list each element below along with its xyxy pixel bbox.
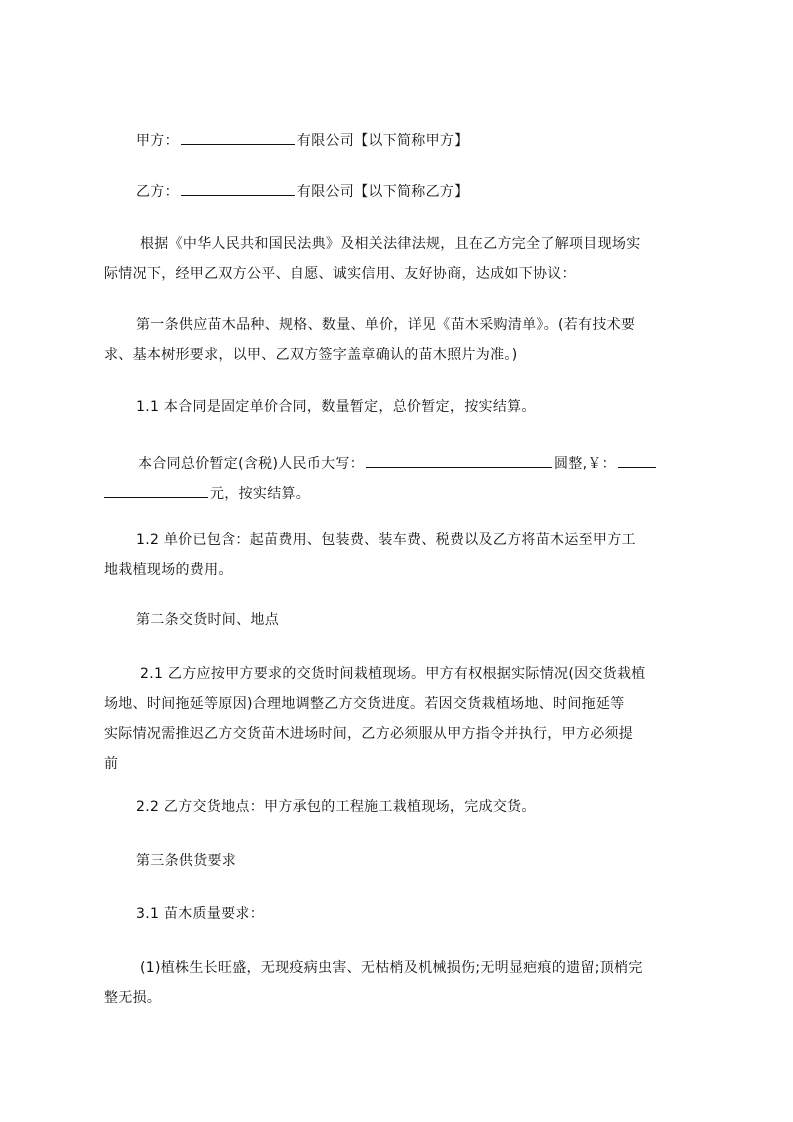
party-a-suffix: 有限公司【以下简称甲方】 (296, 133, 469, 149)
clause-1-1 (104, 392, 704, 422)
clause-1-2-line-1: 1.2 单价已包含：起苗费用、包装费、装车费、税费以及乙方将苗木运至甲方工 (136, 532, 636, 548)
total-price-amount-blank-1 (618, 453, 656, 468)
quality-item-1-line-1: (1)植株生长旺盛，无现疫病虫害、无枯梢及机械损伤;无明显疤痕的遗留;顶梢完 (140, 960, 643, 976)
party-b-suffix: 有限公司【以下简称乙方】 (296, 184, 469, 200)
total-price-mid: 圆整,￥： (554, 456, 616, 472)
article-3-title (104, 846, 704, 876)
clause-2-1-line-4: 前 (104, 756, 119, 772)
party-a-blank (181, 130, 295, 145)
clause-1-2 (104, 525, 704, 585)
clause-3-1 (104, 899, 704, 929)
total-price-prefix: 本合同总价暂定(含税)人民币大写： (138, 456, 365, 472)
party-b-blank (181, 181, 295, 196)
article-1-line-1: 第一条供应苗木品种、规格、数量、单价，详见《苗木采购清单》。(若有技术要 (136, 317, 636, 333)
clause-2-1 (104, 659, 704, 779)
clause-2-1-line-2: 场地、时间拖延等原因)合理地调整乙方交货进度。若因交货栽植场地、时间拖延等 (104, 696, 625, 712)
quality-item-1 (104, 953, 704, 1013)
total-price-suffix: 元，按实结算。 (210, 486, 311, 502)
clause-3-1-text: 3.1 苗木质量要求： (136, 906, 265, 922)
preamble-paragraph (104, 229, 704, 289)
article-3-title-text: 第三条供货要求 (136, 853, 237, 869)
party-a-line (104, 126, 704, 156)
article-1-paragraph (104, 310, 704, 370)
total-price-amount-blank-2 (104, 483, 208, 498)
total-price-words-blank (366, 453, 552, 468)
clause-2-1-line-3: 实际情况需推迟乙方交货苗木进场时间，乙方必须服从甲方指令并执行，甲方必须提 (104, 726, 634, 742)
clause-2-1-line-1: 2.1 乙方应按甲方要求的交货时间栽植现场。甲方有权根据实际情况(因交货栽植 (140, 666, 646, 682)
preamble-line-2: 际情况下，经甲乙双方公平、自愿、诚实信用、友好协商，达成如下协议： (104, 266, 576, 282)
clause-1-1-text: 1.1 本合同是固定单价合同，数量暂定，总价暂定，按实结算。 (136, 399, 536, 415)
quality-item-1-line-2: 整无损。 (104, 990, 162, 1006)
preamble-line-1: 根据《中华人民共和国民法典》及相关法律法规，且在乙方完全了解项目现场实 (140, 236, 641, 252)
article-1-line-2: 求、基本树形要求，以甲、乙双方签字盖章确认的苗木照片为准。) (104, 347, 518, 363)
clause-1-2-line-2: 地栽植现场的费用。 (104, 562, 233, 578)
clause-2-2-text: 2.2 乙方交货地点：甲方承包的工程施工栽植现场，完成交货。 (136, 799, 536, 815)
clause-2-2 (104, 792, 704, 822)
party-a-label: 甲方： (136, 133, 179, 149)
article-2-title (104, 605, 704, 635)
party-b-line (104, 177, 704, 207)
party-b-label: 乙方： (136, 184, 179, 200)
article-2-title-text: 第二条交货时间、地点 (136, 612, 279, 628)
total-price-paragraph (104, 449, 704, 509)
